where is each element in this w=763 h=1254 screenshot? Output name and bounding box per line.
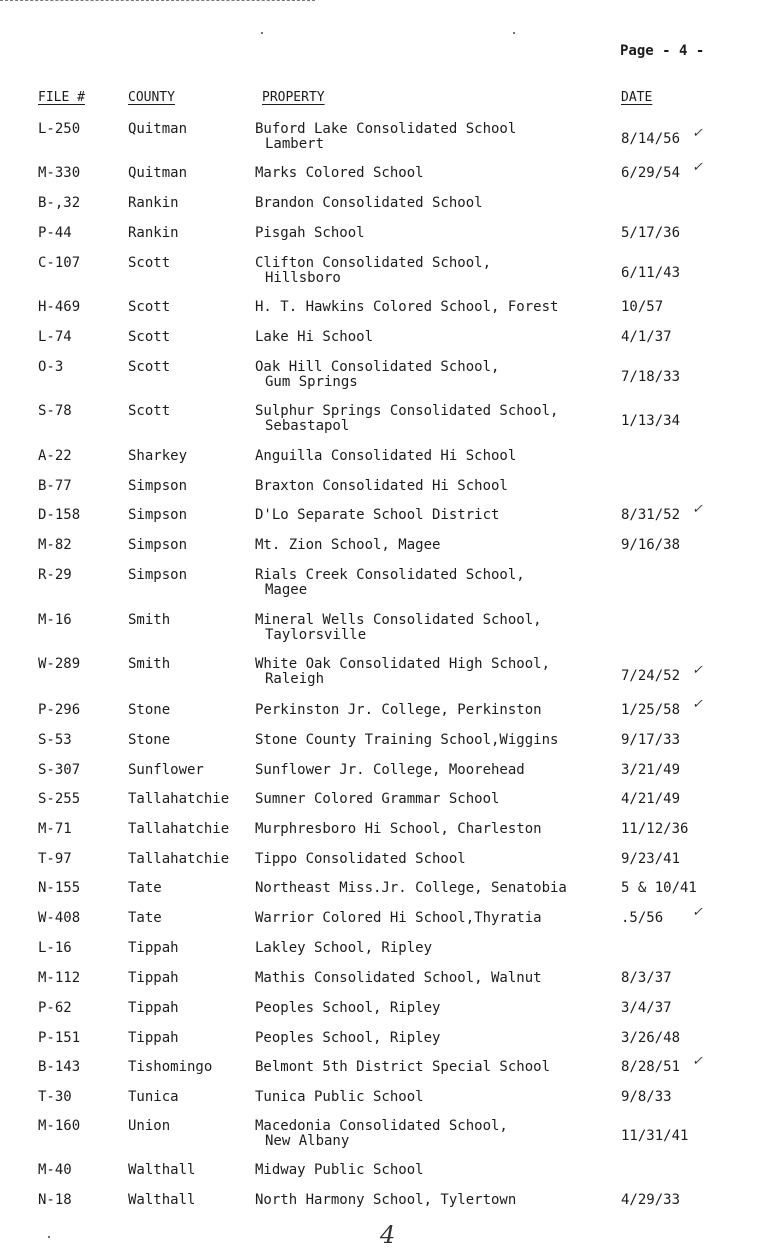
property-location: Lambert [265, 136, 325, 152]
county: Scott [128, 329, 171, 345]
date: 9/16/38 [621, 537, 681, 553]
county: Smith [128, 612, 171, 628]
page-number: Page - 4 - [620, 43, 705, 59]
check-mark-icon: ✓ [692, 126, 703, 141]
date: 9/8/33 [621, 1089, 672, 1105]
property [255, 360, 499, 390]
county: Simpson [128, 567, 188, 583]
property [255, 657, 550, 687]
handwritten-mark: 4 [380, 1221, 396, 1249]
property [255, 166, 424, 181]
county: Tunica [128, 1089, 179, 1105]
property [255, 822, 542, 837]
property-name: Buford Lake Consolidated School [255, 121, 517, 137]
county: Scott [128, 359, 171, 375]
property [255, 1119, 508, 1149]
property [255, 122, 516, 152]
property-name: Lakley School, Ripley [255, 940, 433, 956]
header-date: DATE [621, 90, 653, 105]
date: 6/11/43 [621, 265, 681, 281]
property-name: Mathis Consolidated School, Walnut [255, 970, 542, 986]
property [255, 256, 491, 286]
county: Tallahatchie [128, 821, 230, 837]
county: Simpson [128, 478, 188, 494]
file-number: L-74 [38, 329, 72, 345]
date: 7/18/33 [621, 369, 681, 385]
property-name: D'Lo Separate School District [255, 507, 500, 523]
file-number: M-160 [38, 1118, 81, 1134]
check-mark-icon: ✓ [692, 160, 703, 175]
property-name: Tunica Public School [255, 1089, 424, 1105]
property-name: Tippo Consolidated School [255, 851, 466, 867]
property-name: Warrior Colored Hi School,Thyratia [255, 910, 542, 926]
paper-speck [513, 32, 515, 34]
date: 1/13/34 [621, 413, 681, 429]
file-number: C-107 [38, 255, 81, 271]
county: Sharkey [128, 448, 188, 464]
county: Scott [128, 403, 171, 419]
county: Stone [128, 702, 171, 718]
date: 4/29/33 [621, 1192, 681, 1208]
file-number: W-408 [38, 910, 81, 926]
date: 9/23/41 [621, 851, 681, 867]
file-number: P-296 [38, 702, 81, 718]
property-name: Pisgah School [255, 225, 365, 241]
county: Union [128, 1118, 171, 1134]
property [255, 1031, 440, 1046]
property-name: North Harmony School, Tylertown [255, 1192, 517, 1208]
file-number: M-330 [38, 165, 81, 181]
property [255, 733, 558, 748]
file-number: S-255 [38, 791, 81, 807]
check-mark-icon: ✓ [692, 1054, 703, 1069]
property [255, 763, 525, 778]
property [255, 941, 432, 956]
file-number: N-155 [38, 880, 81, 896]
property-name: Northeast Miss.Jr. College, Senatobia [255, 880, 567, 896]
check-mark-icon: ✓ [692, 697, 703, 712]
property-name: H. T. Hawkins Colored School, Forest [255, 299, 559, 315]
property [255, 479, 508, 494]
property-name: Braxton Consolidated Hi School [255, 478, 508, 494]
property-name: Lake Hi School [255, 329, 374, 345]
paper-speck [261, 32, 263, 34]
county: Tallahatchie [128, 791, 230, 807]
county: Rankin [128, 195, 179, 211]
file-number: M-71 [38, 821, 72, 837]
check-mark-icon: ✓ [692, 502, 703, 517]
property-name: White Oak Consolidated High School, [255, 656, 551, 672]
property-name: Rials Creek Consolidated School, [255, 567, 525, 583]
county: Tallahatchie [128, 851, 230, 867]
header-file: FILE # [38, 90, 85, 105]
property-name: Clifton Consolidated School, [255, 255, 492, 271]
county: Tate [128, 910, 162, 926]
property-name: Mineral Wells Consolidated School, [255, 612, 542, 628]
file-number: T-97 [38, 851, 72, 867]
file-number: L-16 [38, 940, 72, 956]
property [255, 1001, 440, 1016]
date: 3/21/49 [621, 762, 681, 778]
property [255, 792, 499, 807]
county: Tippah [128, 940, 179, 956]
property [255, 852, 466, 867]
table-row [0, 568, 763, 608]
file-number: M-40 [38, 1162, 72, 1178]
county: Tate [128, 880, 162, 896]
date: 5/17/36 [621, 225, 681, 241]
property-name: Murphresboro Hi School, Charleston [255, 821, 542, 837]
county: Scott [128, 255, 171, 271]
date: 1/25/58 [621, 702, 681, 718]
date: 4/1/37 [621, 329, 672, 345]
county: Tippah [128, 1000, 179, 1016]
property-name: Stone County Training School,Wiggins [255, 732, 559, 748]
top-dashed-rule [0, 0, 315, 1]
file-number: P-44 [38, 225, 72, 241]
county: Simpson [128, 537, 188, 553]
file-number: B-77 [38, 478, 72, 494]
date: 10/57 [621, 299, 664, 315]
header-property: PROPERTY [262, 90, 325, 105]
county: Stone [128, 732, 171, 748]
paper-speck [48, 1236, 50, 1238]
date: .5/56 [621, 910, 664, 926]
table-row [0, 613, 763, 653]
property-location: Taylorsville [265, 627, 367, 643]
date: 11/12/36 [621, 821, 689, 837]
date: 5 & 10/41 [621, 880, 697, 896]
property-name: Sulphur Springs Consolidated School, [255, 403, 559, 419]
check-mark-icon: ✓ [692, 905, 703, 920]
file-number: N-18 [38, 1192, 72, 1208]
property [255, 971, 542, 986]
file-number: S-78 [38, 403, 72, 419]
county: Sunflower [128, 762, 204, 778]
county: Scott [128, 299, 171, 315]
file-number: H-469 [38, 299, 81, 315]
file-number: B-,32 [38, 195, 81, 211]
property [255, 508, 499, 523]
property [255, 449, 516, 464]
county: Walthall [128, 1192, 196, 1208]
file-number: W-289 [38, 656, 81, 672]
date: 8/28/51 [621, 1059, 681, 1075]
property [255, 226, 365, 241]
property-name: Peoples School, Ripley [255, 1000, 441, 1016]
date: 7/24/52 [621, 668, 681, 684]
property [255, 881, 567, 896]
file-number: P-62 [38, 1000, 72, 1016]
property [255, 613, 542, 643]
property [255, 538, 440, 553]
property [255, 568, 525, 598]
file-number: R-29 [38, 567, 72, 583]
file-number: S-53 [38, 732, 72, 748]
file-number: A-22 [38, 448, 72, 464]
property [255, 330, 373, 345]
property [255, 1060, 550, 1075]
file-number: O-3 [38, 359, 64, 375]
file-number: T-30 [38, 1089, 72, 1105]
county: Quitman [128, 165, 188, 181]
county: Walthall [128, 1162, 196, 1178]
property [255, 1193, 516, 1208]
file-number: B-143 [38, 1059, 81, 1075]
date: 8/31/52 [621, 507, 681, 523]
property-name: Marks Colored School [255, 165, 424, 181]
table-row [0, 657, 763, 697]
date: 9/17/33 [621, 732, 681, 748]
property-location: Magee [265, 582, 308, 598]
file-number: M-112 [38, 970, 81, 986]
property-name: Sumner Colored Grammar School [255, 791, 500, 807]
property [255, 196, 483, 211]
table-row [0, 122, 763, 162]
date: 6/29/54 [621, 165, 681, 181]
property [255, 1090, 424, 1105]
property-name: Mt. Zion School, Magee [255, 537, 441, 553]
county: Smith [128, 656, 171, 672]
property-name: Oak Hill Consolidated School, [255, 359, 500, 375]
property [255, 404, 558, 434]
date: 3/4/37 [621, 1000, 672, 1016]
property-location: Sebastapol [265, 418, 350, 434]
property [255, 703, 542, 718]
date: 11/31/41 [621, 1128, 689, 1144]
property-location: Raleigh [265, 671, 325, 687]
check-mark-icon: ✓ [692, 663, 703, 678]
file-number: P-151 [38, 1030, 81, 1046]
property [255, 911, 542, 926]
table-row [0, 256, 763, 296]
property-name: Peoples School, Ripley [255, 1030, 441, 1046]
county: Quitman [128, 121, 188, 137]
property-location: Gum Springs [265, 374, 358, 390]
property-name: Sunflower Jr. College, Moorehead [255, 762, 525, 778]
date: 8/3/37 [621, 970, 672, 986]
property [255, 1163, 424, 1178]
file-number: D-158 [38, 507, 81, 523]
county: Tippah [128, 970, 179, 986]
date: 4/21/49 [621, 791, 681, 807]
header-county: COUNTY [128, 90, 175, 105]
county: Rankin [128, 225, 179, 241]
property-location: New Albany [265, 1133, 350, 1149]
property-name: Midway Public School [255, 1162, 424, 1178]
property-name: Perkinston Jr. College, Perkinston [255, 702, 542, 718]
file-number: M-82 [38, 537, 72, 553]
property-name: Brandon Consolidated School [255, 195, 483, 211]
property-name: Macedonia Consolidated School, [255, 1118, 508, 1134]
table-row [0, 1119, 763, 1159]
table-row [0, 360, 763, 400]
property-name: Anguilla Consolidated Hi School [255, 448, 517, 464]
county: Simpson [128, 507, 188, 523]
property-name: Belmont 5th District Special School [255, 1059, 551, 1075]
file-number: S-307 [38, 762, 81, 778]
date: 8/14/56 [621, 131, 681, 147]
property-location: Hillsboro [265, 270, 341, 286]
date: 3/26/48 [621, 1030, 681, 1046]
table-row [0, 404, 763, 444]
county: Tishomingo [128, 1059, 213, 1075]
property [255, 300, 558, 315]
file-number: M-16 [38, 612, 72, 628]
county: Tippah [128, 1030, 179, 1046]
file-number: L-250 [38, 121, 81, 137]
